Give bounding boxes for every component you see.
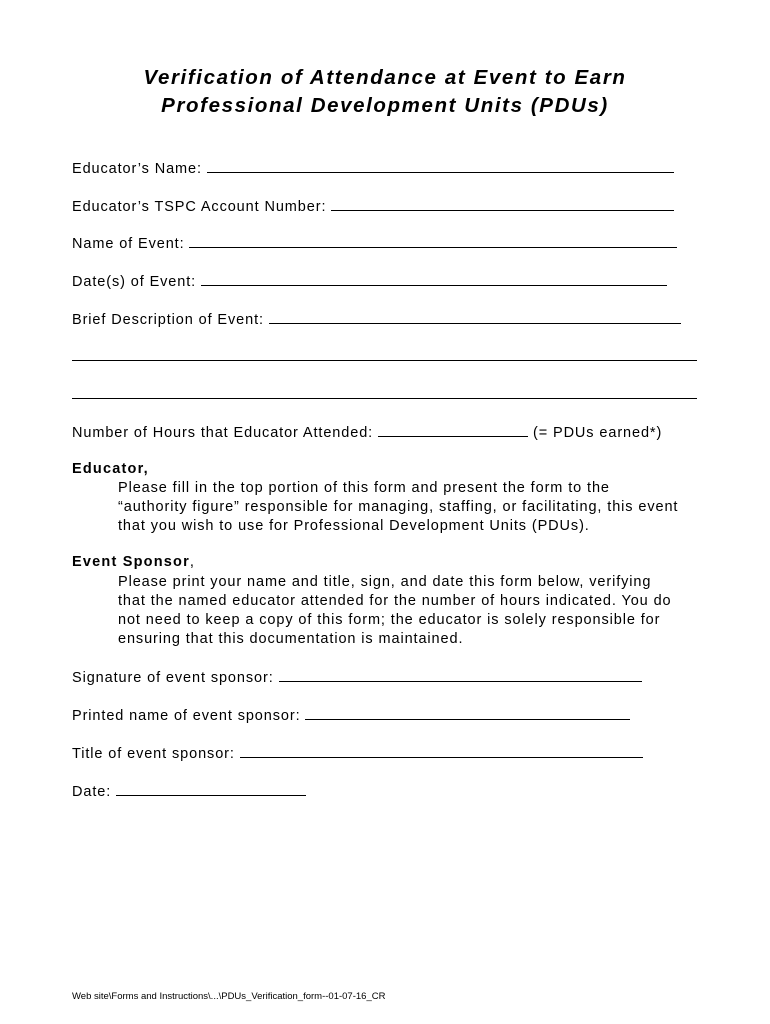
educator-name-label: Educator’s Name: bbox=[72, 161, 202, 177]
brief-description-field bbox=[72, 311, 681, 328]
event-dates-label: Date(s) of Event: bbox=[72, 274, 197, 290]
description-line-2[interactable] bbox=[72, 360, 697, 361]
file-path-footer: Web site\Forms and Instructions\...\PDUs_Verification_form--01-07-16_CR bbox=[72, 991, 386, 1002]
sponsor-instructions-line: that the named educator attended for the number of hours indicated. You do bbox=[118, 593, 672, 609]
sponsor-date-blank[interactable] bbox=[116, 783, 306, 796]
educator-instructions-line: Please fill in the top portion of this form and present the form to the bbox=[118, 480, 610, 496]
sponsor-date-label: Date: bbox=[72, 784, 112, 800]
educator-instructions-line: that you wish to use for Professional Development Units (PDUs). bbox=[118, 518, 590, 534]
hours-attended-field bbox=[72, 424, 662, 441]
tspc-account-field bbox=[72, 198, 674, 215]
educator-name-blank[interactable] bbox=[207, 160, 674, 173]
event-dates-blank[interactable] bbox=[201, 273, 667, 286]
hours-attended-label: Number of Hours that Educator Attended: bbox=[72, 425, 374, 441]
sponsor-printed-name-field bbox=[72, 707, 630, 724]
brief-description-blank[interactable] bbox=[269, 311, 681, 324]
sponsor-signature-label: Signature of event sponsor: bbox=[72, 670, 274, 686]
sponsor-title-blank[interactable] bbox=[240, 745, 643, 758]
sponsor-instructions-line: Please print your name and title, sign, and date this form below, verifying bbox=[118, 574, 652, 590]
educator-instructions-line: “authority figure” responsible for managing, staffing, or facilitating, this event bbox=[118, 499, 679, 515]
sponsor-instructions-line: ensuring that this documentation is maintained. bbox=[118, 631, 464, 647]
educator-heading: Educator, bbox=[72, 461, 149, 477]
tspc-account-label: Educator’s TSPC Account Number: bbox=[72, 199, 327, 215]
sponsor-instructions-line: not need to keep a copy of this form; the educator is solely responsible for bbox=[118, 612, 661, 628]
event-name-field bbox=[72, 235, 677, 252]
pdus-earned-note: (= PDUs earned*) bbox=[532, 425, 663, 441]
form-title-line-1: Verification of Attendance at Event to Earn bbox=[143, 66, 627, 89]
educator-instructions bbox=[118, 479, 718, 536]
sponsor-title-field bbox=[72, 745, 643, 762]
brief-description-label: Brief Description of Event: bbox=[72, 312, 264, 328]
sponsor-heading-comma: , bbox=[189, 554, 196, 570]
event-dates-field bbox=[72, 273, 667, 290]
hours-attended-blank[interactable] bbox=[378, 424, 528, 437]
sponsor-heading-text: Event Sponsor bbox=[72, 554, 190, 570]
sponsor-signature-field bbox=[72, 669, 642, 686]
sponsor-printed-name-blank[interactable] bbox=[305, 707, 630, 720]
sponsor-instructions bbox=[118, 573, 718, 649]
event-name-label: Name of Event: bbox=[72, 236, 185, 252]
sponsor-printed-name-label: Printed name of event sponsor: bbox=[72, 708, 301, 724]
form-title-line-2: Professional Development Units (PDUs) bbox=[161, 94, 609, 117]
sponsor-heading bbox=[72, 554, 195, 570]
tspc-account-blank[interactable] bbox=[331, 198, 674, 211]
sponsor-title-label: Title of event sponsor: bbox=[72, 746, 235, 762]
educator-name-field bbox=[72, 160, 674, 177]
sponsor-date-field bbox=[72, 783, 306, 800]
sponsor-signature-blank[interactable] bbox=[279, 669, 642, 682]
description-line-3[interactable] bbox=[72, 398, 697, 399]
event-name-blank[interactable] bbox=[189, 235, 677, 248]
